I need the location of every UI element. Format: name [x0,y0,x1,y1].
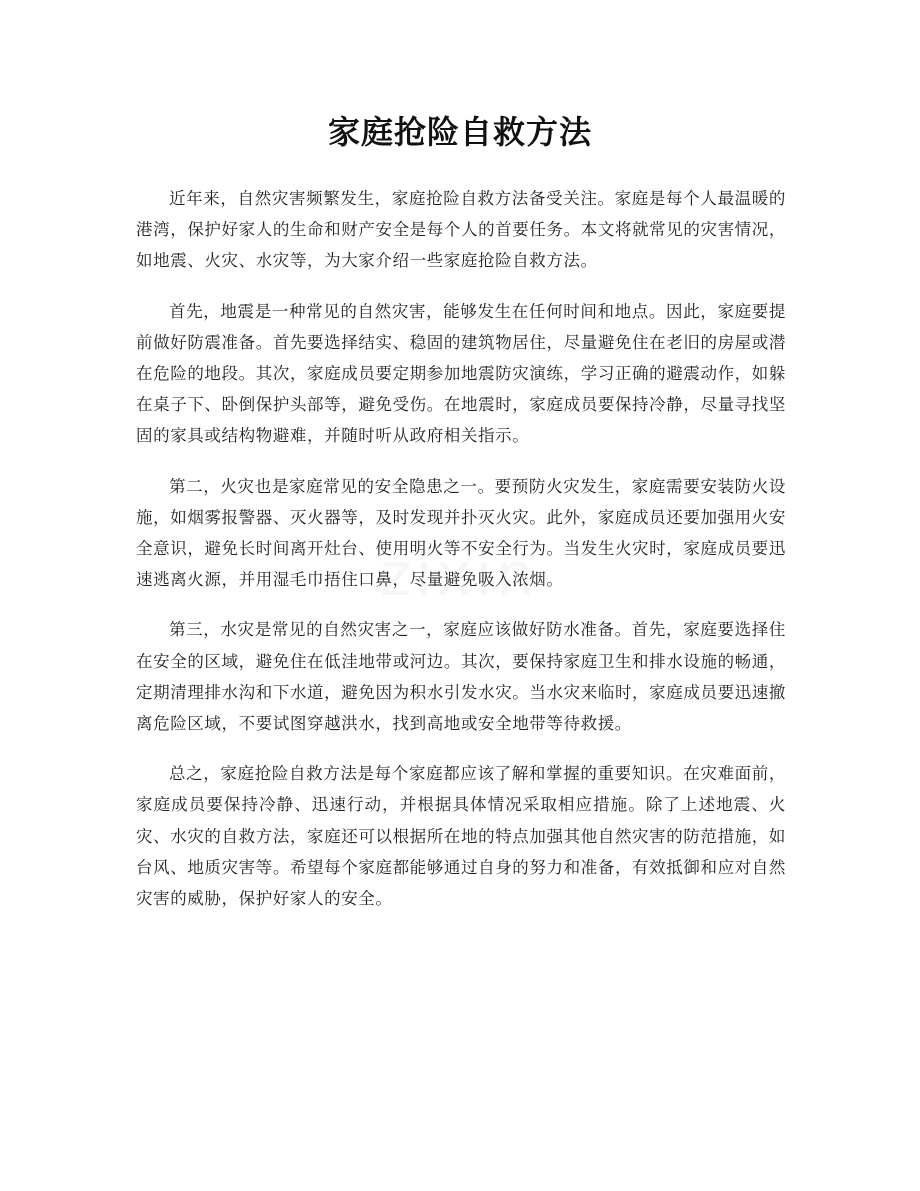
paragraph-earthquake: 首先，地震是一种常见的自然灾害，能够发生在任何时间和地点。因此，家庭要提前做好防震准备。首先要选择结实、稳固的建筑物居住，尽量避免住在老旧的房屋或潜在危险的地段。其次，家庭成员要定期参加地震防灾演练，学习正确的避震动作，如躲在桌子下、卧倒保护头部等，避免受伤。在地震时，家庭成员要保持冷静，尽量寻找坚固的家具或结构物避难，并随时听从政府相关指示。 [136,301,786,446]
paragraph-intro: 近年来，自然灾害频繁发生，家庭抢险自救方法备受关注。家庭是每个人最温暖的港湾，保护好家人的生命和财产安全是每个人的首要任务。本文将就常见的灾害情况，如地震、火灾、水灾等，为大家介绍一些家庭抢险自救方法。 [136,189,786,271]
paragraph-conclusion: 总之，家庭抢险自救方法是每个家庭都应该了解和掌握的重要知识。在灾难面前，家庭成员要保持冷静、迅速行动，并根据具体情况采取相应措施。除了上述地震、火灾、水灾的自救方法，家庭还可以根据所在地的特点加强其他自然灾害的防范措施，如台风、地质灾害等。希望每个家庭都能够通过自身的努力和准备，有效抵御和应对自然灾害的威胁，保护好家人的安全。 [136,764,786,909]
document-title: 家庭抢险自救方法 [327,113,592,151]
document-body [136,183,786,933]
paragraph-flood: 第三，水灾是常见的自然灾害之一，家庭应该做好防水准备。首先，家庭要选择住在安全的区域，避免住在低洼地带或河边。其次，要保持家庭卫生和排水设施的畅通，定期清理排水沟和下水道，避免因为积水引发水灾。当水灾来临时，家庭成员要迅速撤离危险区域，不要试图穿越洪水，找到高地或安全地带等待救援。 [136,620,786,734]
paragraph-fire: 第二，火灾也是家庭常见的安全隐患之一。要预防火灾发生，家庭需要安装防火设施，如烟雾报警器、灭火器等，及时发现并扑灭火灾。此外，家庭成员还要加强用火安全意识，避免长时间离开灶台、使用明火等不安全行为。当发生火灾时，家庭成员要迅速逃离火源，并用湿毛巾捂住口鼻，尽量避免吸入浓烟。 [136,476,786,590]
